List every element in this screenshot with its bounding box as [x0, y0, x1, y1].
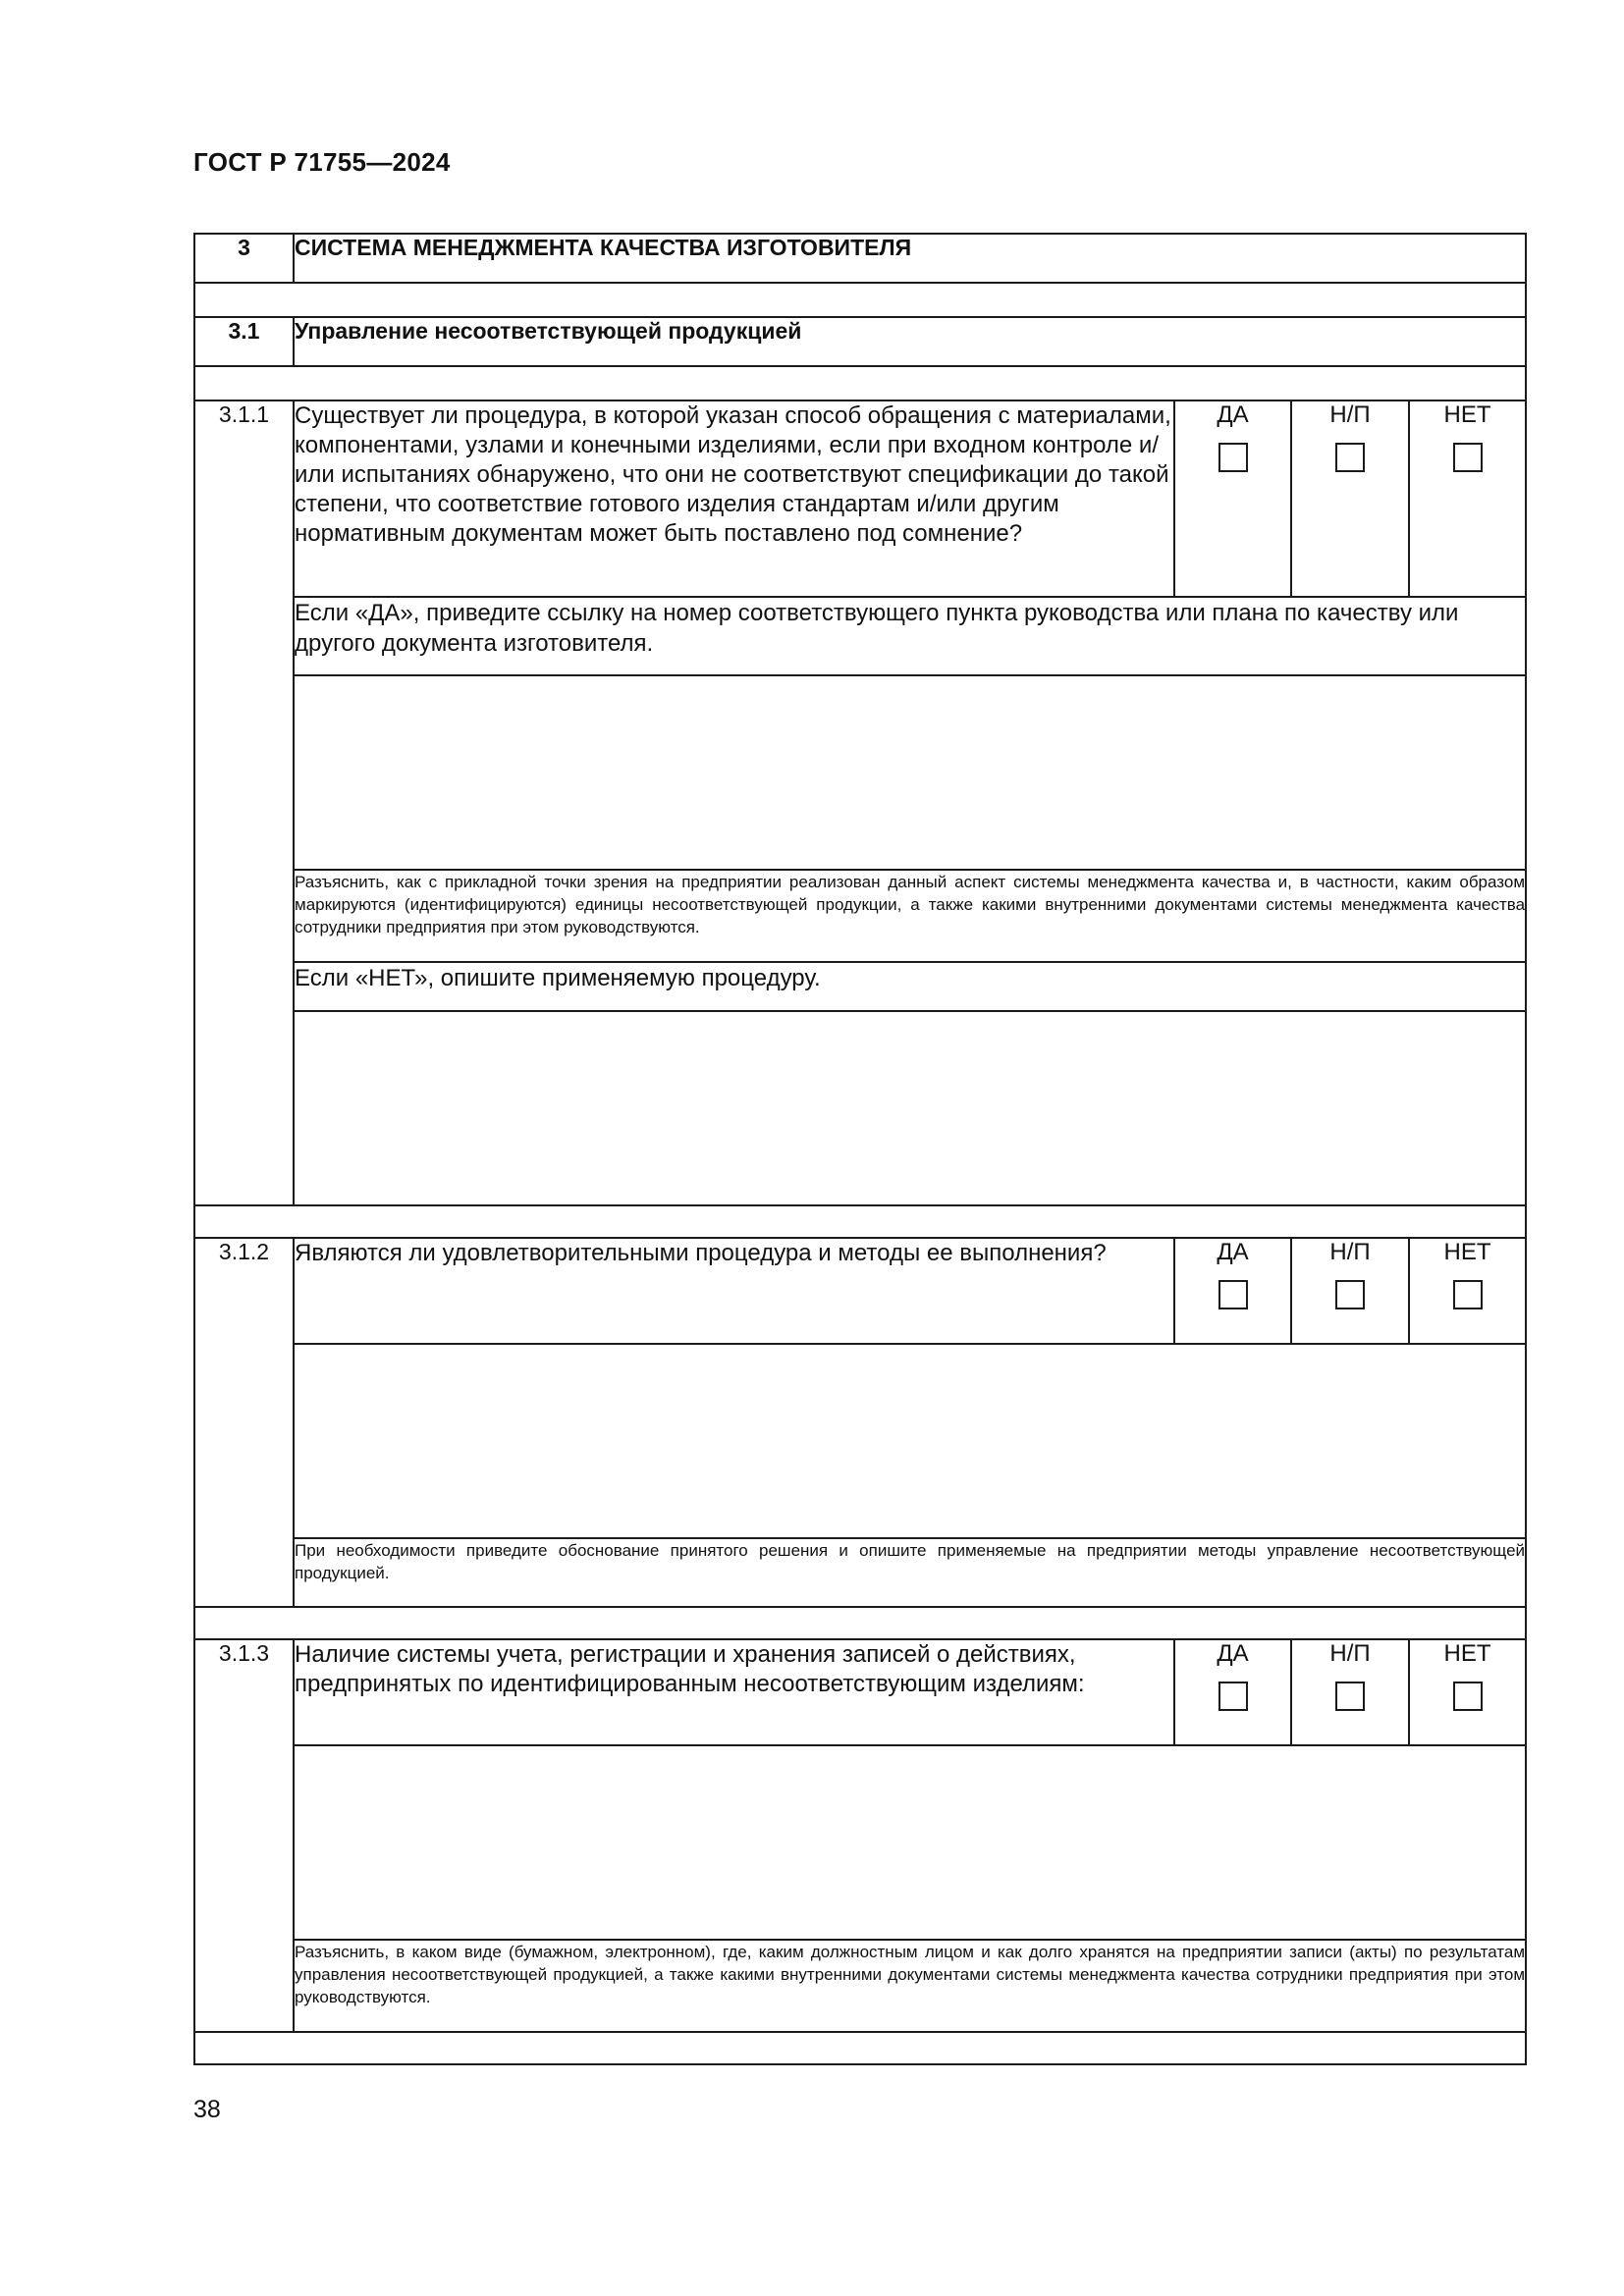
option-label: Н/П: [1329, 401, 1371, 428]
checkbox-no[interactable]: [1453, 1280, 1483, 1309]
note-row: [194, 1940, 1526, 2032]
item-number: 3.1.1: [194, 400, 294, 1205]
answer-field[interactable]: [294, 1344, 1526, 1538]
checklist-table: [193, 233, 1527, 2065]
subsection-row: [194, 317, 1526, 366]
question-text: Наличие системы учета, регистрации и хранения записей о действиях, предпринятых по идентифицированным несоответствующим изделиям:: [294, 1639, 1174, 1745]
question-row: [194, 400, 1526, 597]
section-number: 3: [194, 234, 294, 283]
spacer-cell: [194, 2032, 1526, 2064]
prompt-row: [194, 962, 1526, 1011]
checkbox-yes[interactable]: [1218, 1682, 1248, 1711]
checkbox-yes[interactable]: [1218, 443, 1248, 472]
option-label: ДА: [1217, 1239, 1249, 1265]
option-label: Н/П: [1329, 1640, 1371, 1667]
spacer-row: [194, 2032, 1526, 2064]
checkbox-na[interactable]: [1335, 1682, 1365, 1711]
subsection-number: 3.1: [194, 317, 294, 366]
note-row: [194, 1538, 1526, 1607]
note-text: Разъяснить, в каком виде (бумажном, электронном), где, каким должностным лицом и как долго хранятся на предприятии записи (акты) по результатам управления несоответствующей продукцией, а также какими внутренними документами системы менеджмента качества сотрудники предприятия при этом руководствуются.: [294, 1940, 1526, 2032]
note-text: Разъяснить, как с прикладной точки зрения на предприятии реализован данный аспект системы менеджмента качества и, в частности, каким образом маркируются (идентифицируются) единицы несоответствующей продукции, а также какими внутренними документами системы менеджмента качества сотрудники предприятия при этом руководствуются.: [294, 870, 1526, 962]
spacer-cell: [194, 283, 1526, 317]
answer-row: [194, 675, 1526, 870]
if-yes-prompt: Если «ДА», приведите ссылку на номер соответствующего пункта руководства или плана по качеству или другого документа изготовителя.: [294, 597, 1526, 675]
option-no: [1409, 1238, 1526, 1344]
if-no-prompt: Если «НЕТ», опишите применяемую процедуру.: [294, 962, 1526, 1011]
checkbox-no[interactable]: [1453, 443, 1483, 472]
question-row: [194, 1238, 1526, 1344]
note-text: При необходимости приведите обоснование принятого решения и опишите применяемые на предприятии методы управление несоответствующей продукцией.: [294, 1538, 1526, 1607]
spacer-row: [194, 1607, 1526, 1639]
page-number: 38: [193, 2096, 221, 2123]
option-label: ДА: [1217, 401, 1249, 428]
checkbox-yes[interactable]: [1218, 1280, 1248, 1309]
answer-row: [194, 1745, 1526, 1940]
question-row: [194, 1639, 1526, 1745]
option-label: Н/П: [1329, 1239, 1371, 1265]
answer-row: [194, 1011, 1526, 1205]
answer-row: [194, 1344, 1526, 1538]
spacer-row: [194, 283, 1526, 317]
answer-field[interactable]: [294, 1745, 1526, 1940]
spacer-row: [194, 366, 1526, 400]
option-no: [1409, 1639, 1526, 1745]
note-row: [194, 870, 1526, 962]
item-number: 3.1.3: [194, 1639, 294, 2032]
spacer-cell: [194, 1205, 1526, 1238]
option-label: НЕТ: [1443, 1640, 1491, 1667]
spacer-cell: [194, 366, 1526, 400]
option-label: ДА: [1217, 1640, 1249, 1667]
question-text: Являются ли удовлетворительными процедура и методы ее выполнения?: [294, 1238, 1174, 1344]
section-title: СИСТЕМА МЕНЕДЖМЕНТА КАЧЕСТВА ИЗГОТОВИТЕЛЯ: [294, 234, 1526, 283]
checkbox-na[interactable]: [1335, 1280, 1365, 1309]
subsection-title: Управление несоответствующей продукцией: [294, 317, 1526, 366]
option-no: [1409, 400, 1526, 597]
document-header: ГОСТ Р 71755—2024: [193, 147, 451, 177]
option-label: НЕТ: [1443, 1239, 1491, 1265]
option-yes: [1174, 1639, 1291, 1745]
spacer-cell: [194, 1607, 1526, 1639]
option-label: НЕТ: [1443, 401, 1491, 428]
spacer-row: [194, 1205, 1526, 1238]
checkbox-na[interactable]: [1335, 443, 1365, 472]
option-yes: [1174, 400, 1291, 597]
checkbox-no[interactable]: [1453, 1682, 1483, 1711]
option-na: [1291, 1639, 1409, 1745]
item-number: 3.1.2: [194, 1238, 294, 1607]
prompt-row: [194, 597, 1526, 675]
option-na: [1291, 1238, 1409, 1344]
section-row: [194, 234, 1526, 283]
answer-field[interactable]: [294, 1011, 1526, 1205]
option-na: [1291, 400, 1409, 597]
option-yes: [1174, 1238, 1291, 1344]
question-text: Существует ли процедура, в которой указан способ обращения с материалами, компонентами, узлами и конечными изделиями, если при входном контроле и/или испытаниях обнаружено, что они не соответствуют спецификации до такой степени, что соответствие готового изделия стандартам и/или другим нормативным документам может быть поставлено под сомнение?: [294, 400, 1174, 597]
answer-field[interactable]: [294, 675, 1526, 870]
